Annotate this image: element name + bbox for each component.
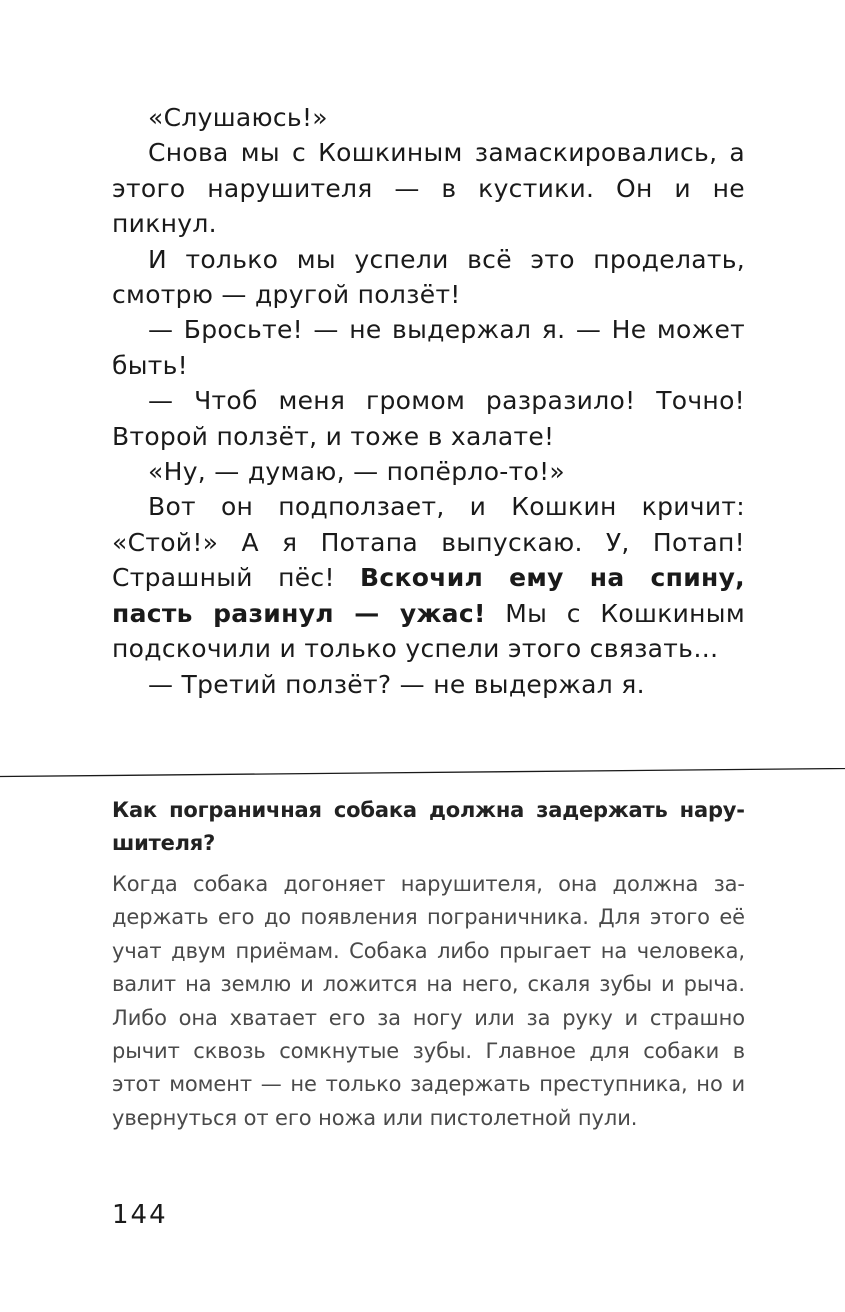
- fact-box: [112, 794, 745, 1135]
- fact-answer: Когда собака догоняет нарушителя, она должна задержать его до появления пограничника. Для этого её учат двум приёмам. Собака либо прыгает на человека, валит на землю и ложится на него, скаля зубы и рыча. Либо она хватает его за ногу или за руку и страшно рычит сквозь сомкнутые зубы. Главное для собаки в этот момент — не только задержать преступника, но и увернуться от его ножа или пистолетной пули.: [112, 872, 745, 1130]
- paragraph-1: «Слушаюсь!»: [148, 103, 328, 132]
- page-number: 144: [112, 1200, 168, 1230]
- paragraph-7-start: Вот он подползает, и Кошкин кричит: «Стой!» А я Потапа выпускаю. У, Потап! Страшный пёс!: [112, 492, 745, 593]
- paragraph-4: — Бросьте! — не выдержал я. — Не может быть!: [112, 315, 745, 380]
- paragraph-7-end: Мы с Кошкиным подскочили и только успели этого связать…: [112, 598, 745, 664]
- paragraph-5: — Чтоб меня громом разразило! Точно! Второй ползёт, и тоже в халате!: [112, 386, 745, 451]
- section-divider: [0, 768, 845, 778]
- story-text: [112, 100, 745, 702]
- paragraph-7: [112, 489, 745, 666]
- paragraph-7-bold: Вскочил ему на спину, пасть разинул — ужас!: [112, 563, 745, 628]
- paragraph-3: И только мы успели всё это проделать, смотрю — другой ползёт!: [112, 244, 745, 310]
- paragraph-2: Снова мы с Кошкиным замаскировались, а этого нарушителя — в кустики. Он и не пикнул.: [112, 138, 745, 239]
- fact-question: Как пограничная собака должна задержать нарушителя?: [112, 798, 745, 855]
- paragraph-6: «Ну, — думаю, — попёрло-то!»: [148, 457, 565, 487]
- paragraph-8: — Третий ползёт? — не выдержал я.: [148, 669, 645, 699]
